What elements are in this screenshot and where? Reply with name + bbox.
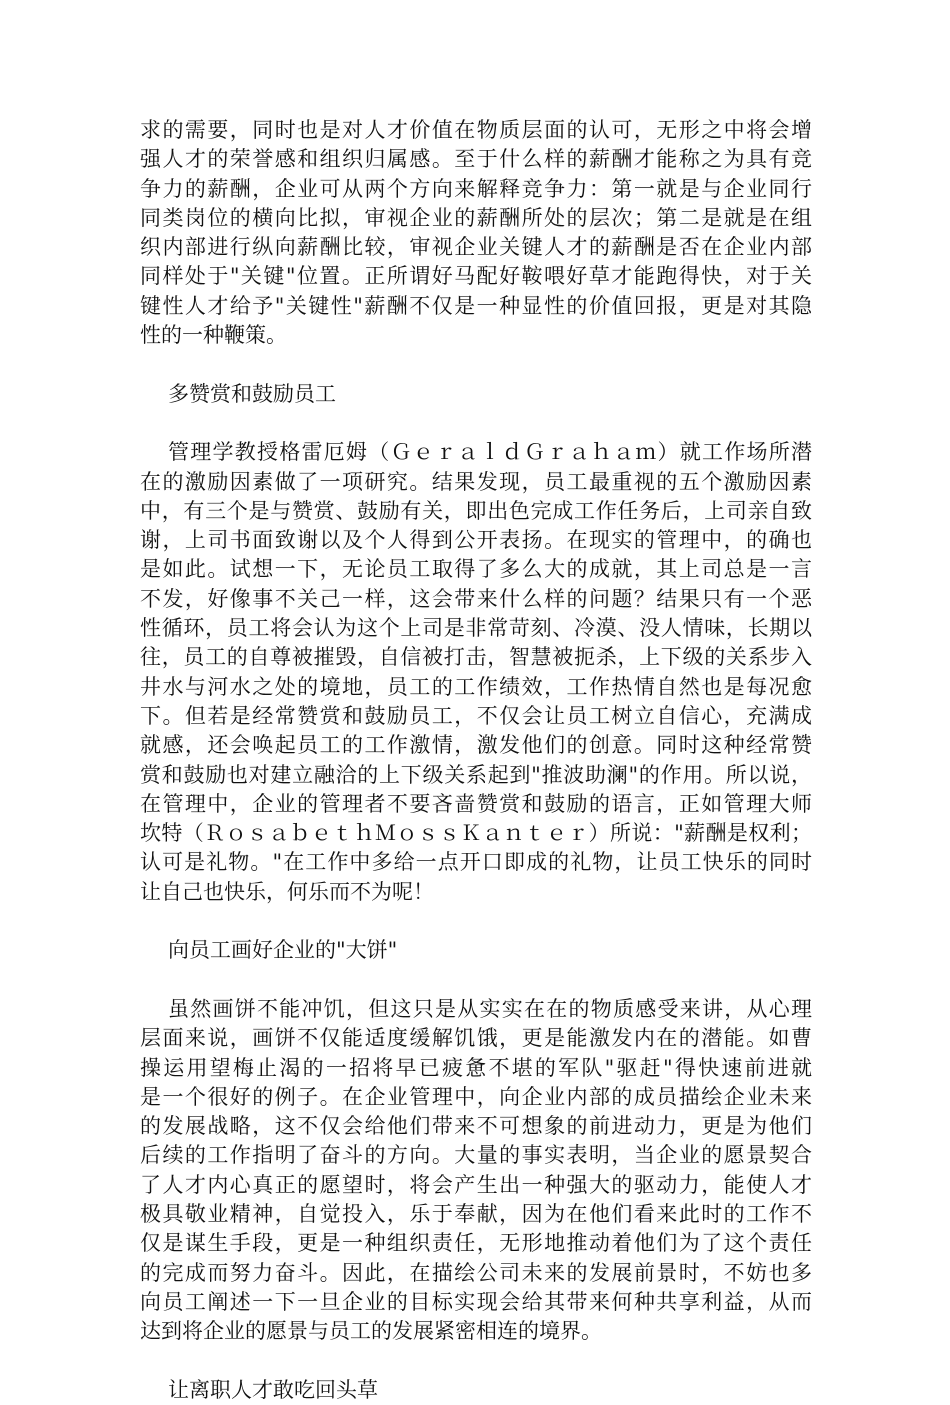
- section-heading-vision: 向员工画好企业的"大饼": [168, 938, 398, 963]
- text-line: 争力的薪酬，企业可从两个方向来解释竞争力：第一就是与企业同行: [140, 176, 812, 201]
- paragraph-gap: [140, 1346, 812, 1375]
- text-line: 认可是礼物。"在工作中多给一点开口即成的礼物，让员工快乐的同时: [140, 850, 812, 875]
- text-line: 性循环，员工将会认为这个上司是非常苛刻、冷漠、没人情味，长期以: [140, 616, 812, 641]
- text-line: 层面来说，画饼不仅能适度缓解饥饿，更是能激发内在的潜能。如曹: [140, 1026, 812, 1051]
- text-line: 坎特（ＲｏｓａｂｅｔｈＭｏｓｓＫａｎｔｅｒ）所说："薪酬是权利；: [140, 821, 812, 846]
- text-line: 谢，上司书面致谢以及个人得到公开表扬。在现实的管理中，的确也: [140, 528, 812, 553]
- paragraph-gap: [140, 350, 812, 379]
- text-line: 下。但若是经常赞赏和鼓励员工，不仅会让员工树立自信心，充满成: [140, 703, 812, 728]
- section-heading-praise: 多赞赏和鼓励员工: [168, 381, 336, 406]
- paragraph-gap: [140, 966, 812, 995]
- text-line: 就感，还会唤起员工的工作激情，激发他们的创意。同时这种经常赞: [140, 733, 812, 758]
- text-line: 强人才的荣誉感和组织归属感。至于什么样的薪酬才能称之为具有竞: [140, 147, 812, 172]
- text-line: 是如此。试想一下，无论员工取得了多么大的成就，其上司总是一言: [140, 557, 812, 582]
- text-line: 向员工阐述一下一旦企业的目标实现会给其带来何种共享利益，从而: [140, 1289, 812, 1314]
- text-line: 操运用望梅止渴的一招将早已疲惫不堪的军队"驱赶"得快速前进就: [140, 1055, 812, 1080]
- section-heading-rehire: 让离职人才敢吃回头草: [168, 1377, 378, 1402]
- text-line: 不发，好像事不关己一样，这会带来什么样的问题？结果只有一个恶: [140, 586, 812, 611]
- text-line: 的发展战略，这不仅会给他们带来不可想象的前进动力，更是为他们: [140, 1114, 812, 1139]
- text-line: 是一个很好的例子。在企业管理中，向企业内部的成员描绘企业未来: [140, 1084, 812, 1109]
- paragraph-gap: [140, 409, 812, 438]
- text-line: 性的一种鞭策。: [140, 323, 287, 348]
- text-line: 键性人才给予"关键性"薪酬不仅是一种显性的价值回报，更是对其隐: [140, 293, 812, 318]
- paragraph-praise: [140, 438, 812, 907]
- text-line: 同类岗位的横向比拟，审视企业的薪酬所处的层次；第二是就是在组: [140, 205, 812, 230]
- text-line: 仅是谋生手段，更是一种组织责任，无形地推动着他们为了这个责任: [140, 1231, 812, 1256]
- text-line: 井水与河水之处的境地，员工的工作绩效，工作热情自然也是每况愈: [140, 674, 812, 699]
- text-line: 在管理中，企业的管理者不要吝啬赞赏和鼓励的语言，正如管理大师: [140, 791, 812, 816]
- text-line: 虽然画饼不能冲饥，但这只是从实实在在的物质感受来讲，从心理: [168, 996, 812, 1021]
- document-page: [140, 116, 812, 1405]
- text-line: 让自己也快乐，何乐而不为呢！: [140, 879, 434, 904]
- text-line: 后续的工作指明了奋斗的方向。大量的事实表明，当企业的愿景契合: [140, 1143, 812, 1168]
- text-line: 极具敬业精神，自觉投入，乐于奉献，因为在他们看来此时的工作不: [140, 1201, 812, 1226]
- text-line: 达到将企业的愿景与员工的发展紧密相连的境界。: [140, 1319, 602, 1344]
- text-line: 在的激励因素做了一项研究。结果发现，员工最重视的五个激励因素: [140, 469, 812, 494]
- text-line: 织内部进行纵向薪酬比较，审视企业关键人才的薪酬是否在企业内部: [140, 235, 812, 260]
- text-line: 同样处于"关键"位置。正所谓好马配好鞍喂好草才能跑得快，对于关: [140, 264, 812, 289]
- paragraph-gap: [140, 907, 812, 936]
- text-line: 中，有三个是与赞赏、鼓励有关，即出色完成工作任务后，上司亲自致: [140, 498, 812, 523]
- paragraph-vision: [140, 995, 812, 1347]
- text-line: 的完成而努力奋斗。因此，在描绘公司未来的发展前景时，不妨也多: [140, 1260, 812, 1285]
- text-line: 赏和鼓励也对建立融洽的上下级关系起到"推波助澜"的作用。所以说，: [140, 762, 812, 787]
- text-line: 求的需要，同时也是对人才价值在物质层面的认可，无形之中将会增: [140, 118, 812, 142]
- text-line: 管理学教授格雷厄姆（ＧｅｒａｌｄＧｒａｈａｍ）就工作场所潜: [168, 440, 812, 465]
- text-line: 了人才内心真正的愿望时，将会产生出一种强大的驱动力，能使人才: [140, 1172, 812, 1197]
- text-line: 往，员工的自尊被摧毁，自信被打击，智慧被扼杀，上下级的关系步入: [140, 645, 812, 670]
- paragraph-salary: [140, 116, 812, 350]
